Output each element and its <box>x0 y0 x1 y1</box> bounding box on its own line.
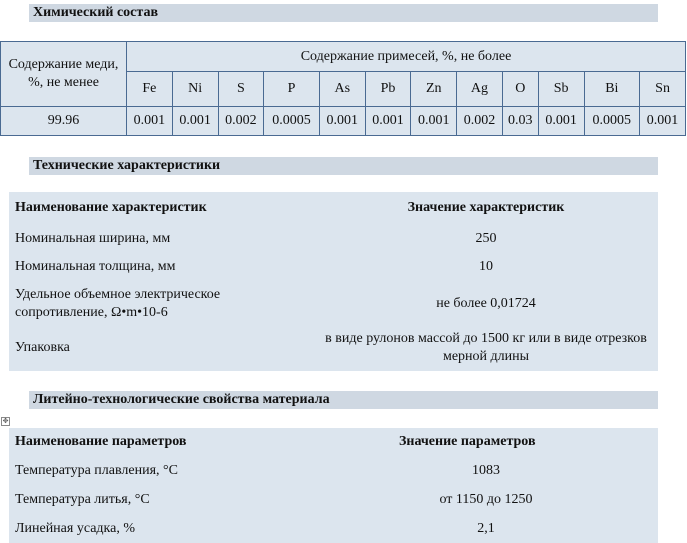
value-cell: 0.001 <box>538 107 584 136</box>
chem-header-row <box>1 42 686 72</box>
param-value: в виде рулонов массой до 1500 кг или в виде отрезков мерной длины <box>325 331 647 364</box>
value-cell: 0.0005 <box>264 107 320 136</box>
param-name: Линейная усадка, % <box>15 520 136 536</box>
param-value: 1083 <box>472 462 500 478</box>
element-cell: Ag <box>457 72 503 107</box>
param-value: 250 <box>475 230 497 246</box>
copper-value-cell: 99.96 <box>1 107 127 136</box>
element-cell: Bi <box>584 72 640 107</box>
element-cell: Zn <box>411 72 457 107</box>
table-row <box>9 224 658 253</box>
cast-header-row <box>9 428 658 456</box>
value-cell: 0.001 <box>640 107 686 136</box>
value-cell: 0.001 <box>172 107 218 136</box>
tech-col2-header: Значение характеристик <box>407 200 565 215</box>
tech-col1-header: Наименование характеристик <box>15 200 207 215</box>
cast-col1-header: Наименование параметров <box>15 434 187 449</box>
param-name: Упаковка <box>15 340 70 355</box>
element-cell: Sn <box>640 72 686 107</box>
value-cell: 0.002 <box>457 107 503 136</box>
element-cell: As <box>319 72 365 107</box>
table-row <box>9 456 658 485</box>
value-cell: 0.002 <box>218 107 264 136</box>
table-row <box>9 253 658 281</box>
element-cell: O <box>502 72 538 107</box>
param-name: Удельное объемное электрическое сопротивление, Ω•m•10-6 <box>15 287 221 320</box>
element-cell: Sb <box>538 72 584 107</box>
cast-section-title: Литейно-технологические свойства материала <box>29 391 658 409</box>
value-cell: 0.03 <box>502 107 538 136</box>
chemical-composition-table <box>0 41 686 136</box>
cast-spec-table <box>9 428 658 543</box>
tech-header-row <box>9 192 658 224</box>
tech-spec-table <box>9 192 658 371</box>
value-cell: 0.001 <box>127 107 173 136</box>
chem-values-row <box>1 107 686 136</box>
impurities-header: Содержание примесей, %, не более <box>127 42 686 72</box>
chem-section-title: Химический состав <box>29 4 658 22</box>
table-row <box>9 514 658 543</box>
table-row <box>9 485 658 514</box>
element-cell: Fe <box>127 72 173 107</box>
param-value: 10 <box>479 259 493 274</box>
param-name: Температура литья, °С <box>15 491 150 507</box>
element-cell: S <box>218 72 264 107</box>
tech-section-title: Технические характеристики <box>29 157 658 175</box>
param-name: Температура плавления, °С <box>15 462 178 478</box>
element-cell: Pb <box>365 72 411 107</box>
table-move-handle-icon[interactable]: ✥ <box>2 417 9 425</box>
value-cell: 0.001 <box>365 107 411 136</box>
element-cell: Ni <box>172 72 218 107</box>
copper-content-header: Содержание меди, %, не менее <box>1 42 127 107</box>
param-value: не более 0,01724 <box>436 296 536 311</box>
value-cell: 0.0005 <box>584 107 640 136</box>
table-row <box>9 281 658 327</box>
param-name: Номинальная толщина, мм <box>15 259 176 274</box>
element-cell: P <box>264 72 320 107</box>
value-cell: 0.001 <box>411 107 457 136</box>
value-cell: 0.001 <box>319 107 365 136</box>
param-value: от 1150 до 1250 <box>439 491 533 507</box>
cast-col2-header: Значение параметров <box>399 434 536 449</box>
param-name: Номинальная ширина, мм <box>15 230 171 246</box>
table-row <box>9 327 658 369</box>
param-value: 2,1 <box>477 520 495 536</box>
